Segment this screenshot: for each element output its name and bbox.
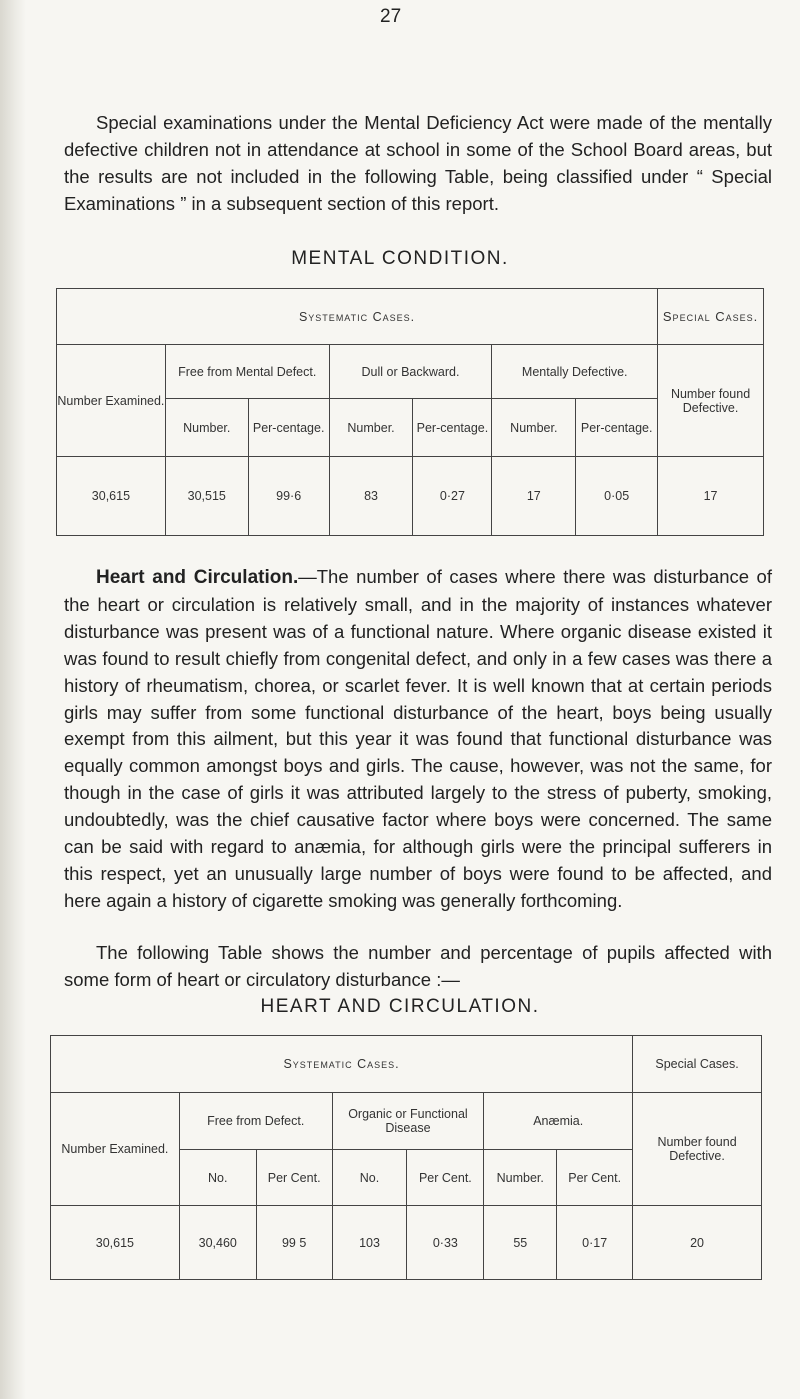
mental-condition-title: MENTAL CONDITION. [291, 248, 509, 269]
free-number-value: 30,460 [179, 1206, 256, 1280]
systematic-cases-header: Systematic Cases. [51, 1036, 633, 1093]
special-cases-header: Special Cases. [633, 1036, 762, 1093]
organic-functional-disease-header: Organic or Functional Disease [332, 1093, 484, 1150]
dull-number-subheader: Number. [329, 399, 413, 457]
free-from-mental-defect-header: Free from Mental Defect. [165, 345, 329, 399]
free-percentage-subheader: Per-centage. [248, 399, 329, 457]
mentally-percentage-subheader: Per-centage. [576, 399, 658, 457]
dull-percent-value: 0·27 [413, 457, 492, 536]
number-examined-header: Number Examined. [57, 345, 166, 457]
examined-value: 30,615 [57, 457, 166, 536]
page-number: 27 [380, 6, 402, 27]
intro-paragraph: Special examinations under the Mental Deficiency Act were made of the mentally defective children not in attendance at school in some of the School Board areas, but the results are not included in the following Table, being classified under “ Special Examinations ” in a subsequent section of this report. [64, 112, 772, 214]
anaemia-percent-value: 0·17 [557, 1206, 633, 1280]
dull-percentage-subheader: Per-centage. [413, 399, 492, 457]
heart-circulation-body: —The number of cases where there was disturbance of the heart or circulation is relatively small, and in the majority of instances whatever disturbance was present was of a functional nature. Where organic disease existed it was found to result chiefly from congenital defect, and only in a few cases was there a history of rheumatism, chorea, or scarlet fever. It is well known that at certain periods girls may suffer from some functional disturbance of the heart, boys being usually exempt from this ailment, but this year it was found that functional disturbance was equally common amongst boys and girls. The cause, however, was not the same, for though in the case of girls it was attributed largely to the stress of puberty, smoking, undoubtedly, was the chief causative factor where boys were concerned. The same can be said with regard to anæmia, for although girls were the principal sufferers in this respect, yet an unusually large number of boys were found to be affected, and here again a history of cigarette smoking was generally forthcoming. [64, 566, 772, 911]
dull-or-backward-header: Dull or Backward. [329, 345, 492, 399]
free-percent-value: 99·6 [248, 457, 329, 536]
number-found-defective-header: Number found Defective. [658, 345, 764, 457]
free-percent-value: 99 5 [256, 1206, 332, 1280]
free-no-subheader: No. [179, 1150, 256, 1206]
heart-circulation-paragraph [64, 564, 772, 915]
free-from-defect-header: Free from Defect. [179, 1093, 332, 1150]
mentally-defective-header: Mentally Defective. [492, 345, 658, 399]
found-defective-value: 17 [658, 457, 764, 536]
examined-value: 30,615 [51, 1206, 180, 1280]
found-defective-value: 20 [633, 1206, 762, 1280]
number-found-defective-header: Number found Defective. [633, 1093, 762, 1206]
free-number-value: 30,515 [165, 457, 248, 536]
heart-circulation-table [50, 1035, 762, 1280]
anaemia-number-value: 55 [484, 1206, 557, 1280]
organic-per-cent-subheader: Per Cent. [407, 1150, 484, 1206]
mentally-number-subheader: Number. [492, 399, 576, 457]
number-examined-header: Number Examined. [51, 1093, 180, 1206]
systematic-cases-header: Systematic Cases. [57, 289, 658, 345]
heart-circulation-title: HEART AND CIRCULATION. [260, 996, 540, 1017]
heart-circulation-heading: Heart and Circulation. [96, 567, 299, 588]
free-number-subheader: Number. [165, 399, 248, 457]
mentally-percent-value: 0·05 [576, 457, 658, 536]
free-per-cent-subheader: Per Cent. [256, 1150, 332, 1206]
anaemia-per-cent-subheader: Per Cent. [557, 1150, 633, 1206]
following-paragraph: The following Table shows the number and percentage of pupils affected with some form of heart or circulatory disturbance :— [64, 942, 772, 990]
organic-number-value: 103 [332, 1206, 407, 1280]
dull-number-value: 83 [329, 457, 413, 536]
mentally-number-value: 17 [492, 457, 576, 536]
mental-condition-table [56, 288, 764, 536]
special-cases-header: Special Cases. [658, 289, 764, 345]
organic-no-subheader: No. [332, 1150, 407, 1206]
organic-percent-value: 0·33 [407, 1206, 484, 1280]
anaemia-number-subheader: Number. [484, 1150, 557, 1206]
page-binding-shadow [0, 0, 26, 1399]
anaemia-header: Anæmia. [484, 1093, 633, 1150]
